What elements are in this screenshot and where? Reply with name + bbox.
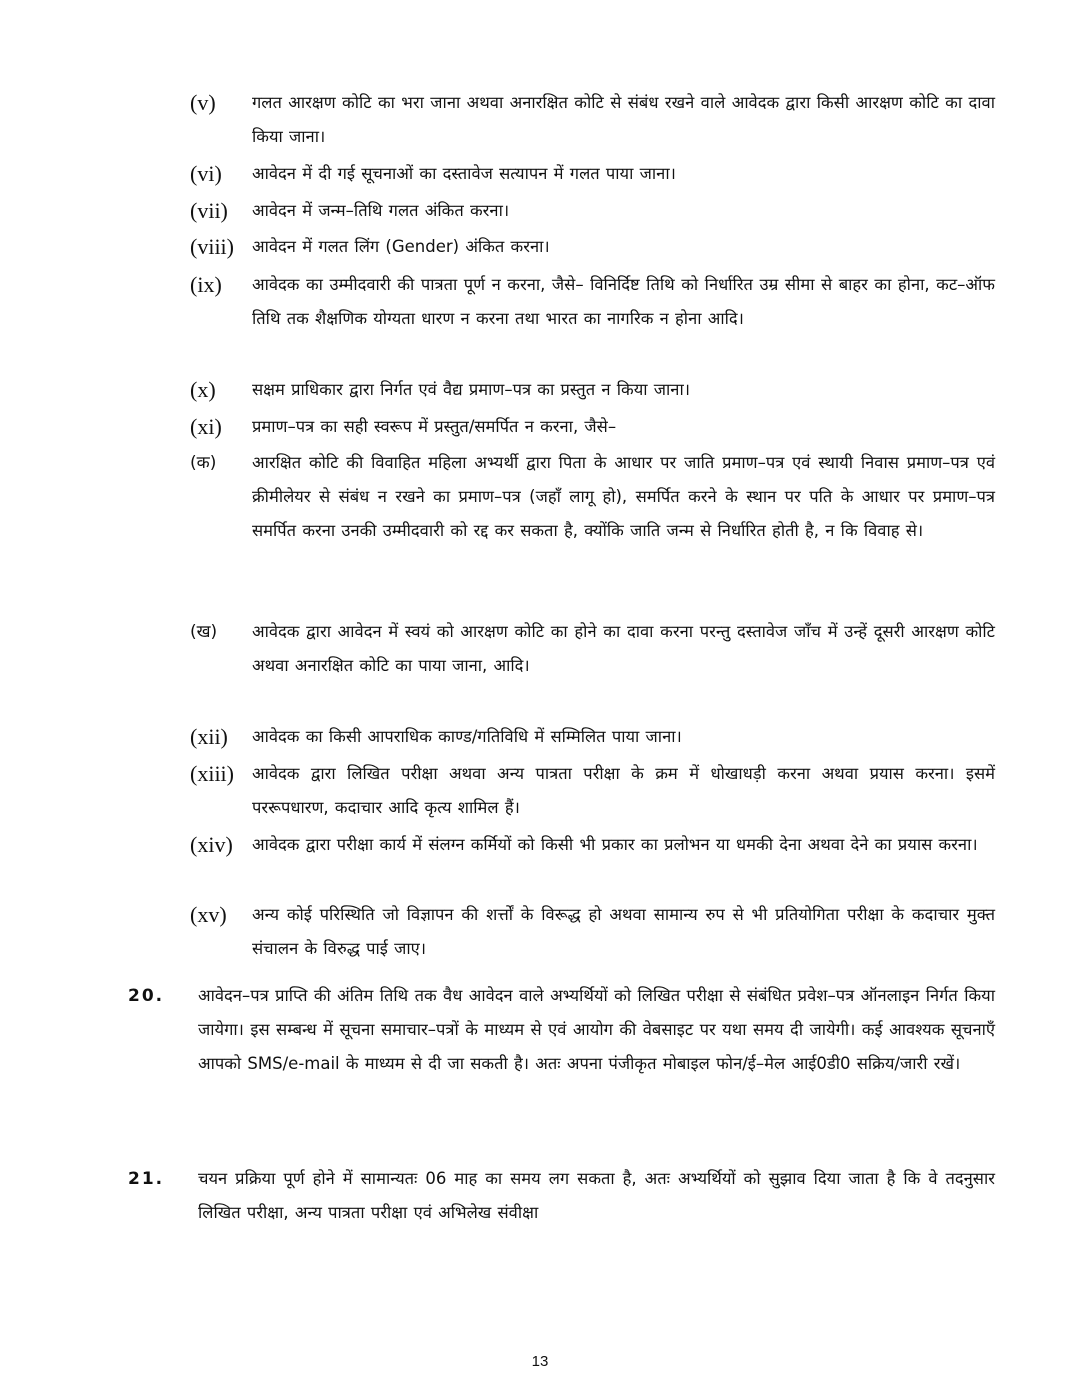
list-item-xii bbox=[190, 720, 995, 754]
item-number: (vii) bbox=[190, 198, 228, 223]
item-number: (xii) bbox=[190, 724, 228, 749]
item-text: आवेदक का किसी आपराधिक काण्ड/गतिविधि में सम्मिलित पाया जाना। bbox=[252, 727, 682, 746]
paragraph-text: आवेदन–पत्र प्राप्ति की अंतिम तिथि तक वैध आवेदन वाले अभ्यर्थियों को लिखित परीक्षा से संबंधित प्रवेश–पत्र ऑनलाइन निर्गत किया जायेगा। इस सम्बन्ध में सूचना समाचार–पत्रों के माध्यम से एवं आयोग की वेबसाइट पर यथा समय दी जायेगी। कई आवश्यक सूचनाएँ आपको SMS/e-mail के माध्यम से दी जा सकती है। अतः अपना पंजीकृत मोबाइल फोन/ई–मेल आई0डी0 सक्रिय/जारी रखें। bbox=[198, 986, 995, 1073]
item-text: सक्षम प्राधिकार द्वारा निर्गत एवं वैद्य प्रमाण–पत्र का प्रस्तुत न किया जाना। bbox=[252, 380, 690, 399]
item-number: (xi) bbox=[190, 414, 222, 439]
list-item-ix bbox=[190, 268, 995, 336]
list-item-xiv bbox=[190, 828, 995, 862]
list-item-xv bbox=[190, 898, 995, 966]
item-text: आरक्षित कोटि की विवाहित महिला अभ्यर्थी द्वारा पिता के आधार पर जाति प्रमाण–पत्र एवं स्थायी निवास प्रमाण–पत्र एवं क्रीमीलेयर से संबंध न रखने का प्रमाण–पत्र (जहाँ लागू हो), समर्पित करने के स्थान पर पति के आधार पर प्रमाण–पत्र समर्पित करना उनकी उम्मीदवारी को रद्द कर सकता है, क्योंकि जाति जन्म से निर्धारित होती है, न कि विवाह से। bbox=[252, 453, 995, 540]
item-text: आवेदन में गलत लिंग (Gender) अंकित करना। bbox=[252, 237, 550, 256]
item-number: (x) bbox=[190, 377, 216, 402]
item-text: आवेदक का उम्मीदवारी की पात्रता पूर्ण न करना, जैसे– विनिर्दिष्ट तिथि को निर्धारित उम्र सीमा से बाहर का होना, कट–ऑफ तिथि तक शैक्षणिक योग्यता धारण न करना तथा भारत का नागरिक न होना आदि। bbox=[252, 275, 995, 328]
list-item-x bbox=[190, 373, 995, 407]
item-number: (xiii) bbox=[190, 761, 234, 786]
list-item-v bbox=[190, 86, 995, 154]
item-text: आवेदक द्वारा आवेदन में स्वयं को आरक्षण कोटि का होने का दावा करना परन्तु दस्तावेज जाँच में उन्हें दूसरी आरक्षण कोटि अथवा अनारक्षित कोटि का पाया जाना, आदि। bbox=[252, 622, 995, 675]
list-item-xi bbox=[190, 410, 995, 444]
paragraph-20 bbox=[128, 979, 995, 1081]
item-number: (v) bbox=[190, 90, 216, 115]
list-item-kha bbox=[190, 615, 995, 683]
list-item-ka bbox=[190, 446, 995, 548]
item-number: (vi) bbox=[190, 161, 222, 186]
paragraph-number: 21. bbox=[128, 1169, 165, 1189]
paragraph-number: 20. bbox=[128, 986, 165, 1006]
item-number: (viii) bbox=[190, 234, 234, 259]
item-text: आवेदन में जन्म–तिथि गलत अंकित करना। bbox=[252, 201, 510, 220]
item-text: प्रमाण–पत्र का सही स्वरूप में प्रस्तुत/समर्पित न करना, जैसे– bbox=[252, 417, 617, 436]
list-item-viii bbox=[190, 230, 995, 264]
item-text: आवेदक द्वारा लिखित परीक्षा अथवा अन्य पात्रता परीक्षा के क्रम में धोखाधड़ी करना अथवा प्रयास करना। इसमें पररूपधारण, कदाचार आदि कृत्य शामिल हैं। bbox=[252, 764, 995, 817]
item-number: (क) bbox=[190, 453, 217, 473]
item-text: आवेदक द्वारा परीक्षा कार्य में संलग्न कर्मियों को किसी भी प्रकार का प्रलोभन या धमकी देना अथवा देने का प्रयास करना। bbox=[252, 835, 978, 854]
item-number: (ix) bbox=[190, 272, 222, 297]
paragraph-21 bbox=[128, 1162, 995, 1230]
item-number: (ख) bbox=[190, 622, 218, 642]
item-text: आवेदन में दी गई सूचनाओं का दस्तावेज सत्यापन में गलत पाया जाना। bbox=[252, 164, 676, 183]
page-number: 13 bbox=[531, 1353, 549, 1370]
item-text: अन्य कोई परिस्थिति जो विज्ञापन की शर्त्तों के विरूद्ध हो अथवा सामान्य रुप से भी प्रतियोगिता परीक्षा के कदाचार मुक्त संचालन के विरुद्ध पाई जाए। bbox=[252, 905, 995, 958]
list-item-vi bbox=[190, 157, 995, 191]
list-item-vii bbox=[190, 194, 995, 228]
item-number: (xiv) bbox=[190, 832, 233, 857]
item-text: गलत आरक्षण कोटि का भरा जाना अथवा अनारक्षित कोटि से संबंध रखने वाले आवेदक द्वारा किसी आरक्षण कोटि का दावा किया जाना। bbox=[252, 93, 995, 146]
item-number: (xv) bbox=[190, 902, 227, 927]
paragraph-text: चयन प्रक्रिया पूर्ण होने में सामान्यतः 06 माह का समय लग सकता है, अतः अभ्यर्थियों को सुझाव दिया जाता है कि वे तदनुसार लिखित परीक्षा, अन्य पात्रता परीक्षा एवं अभिलेख संवीक्षा bbox=[198, 1169, 995, 1222]
list-item-xiii bbox=[190, 757, 995, 825]
